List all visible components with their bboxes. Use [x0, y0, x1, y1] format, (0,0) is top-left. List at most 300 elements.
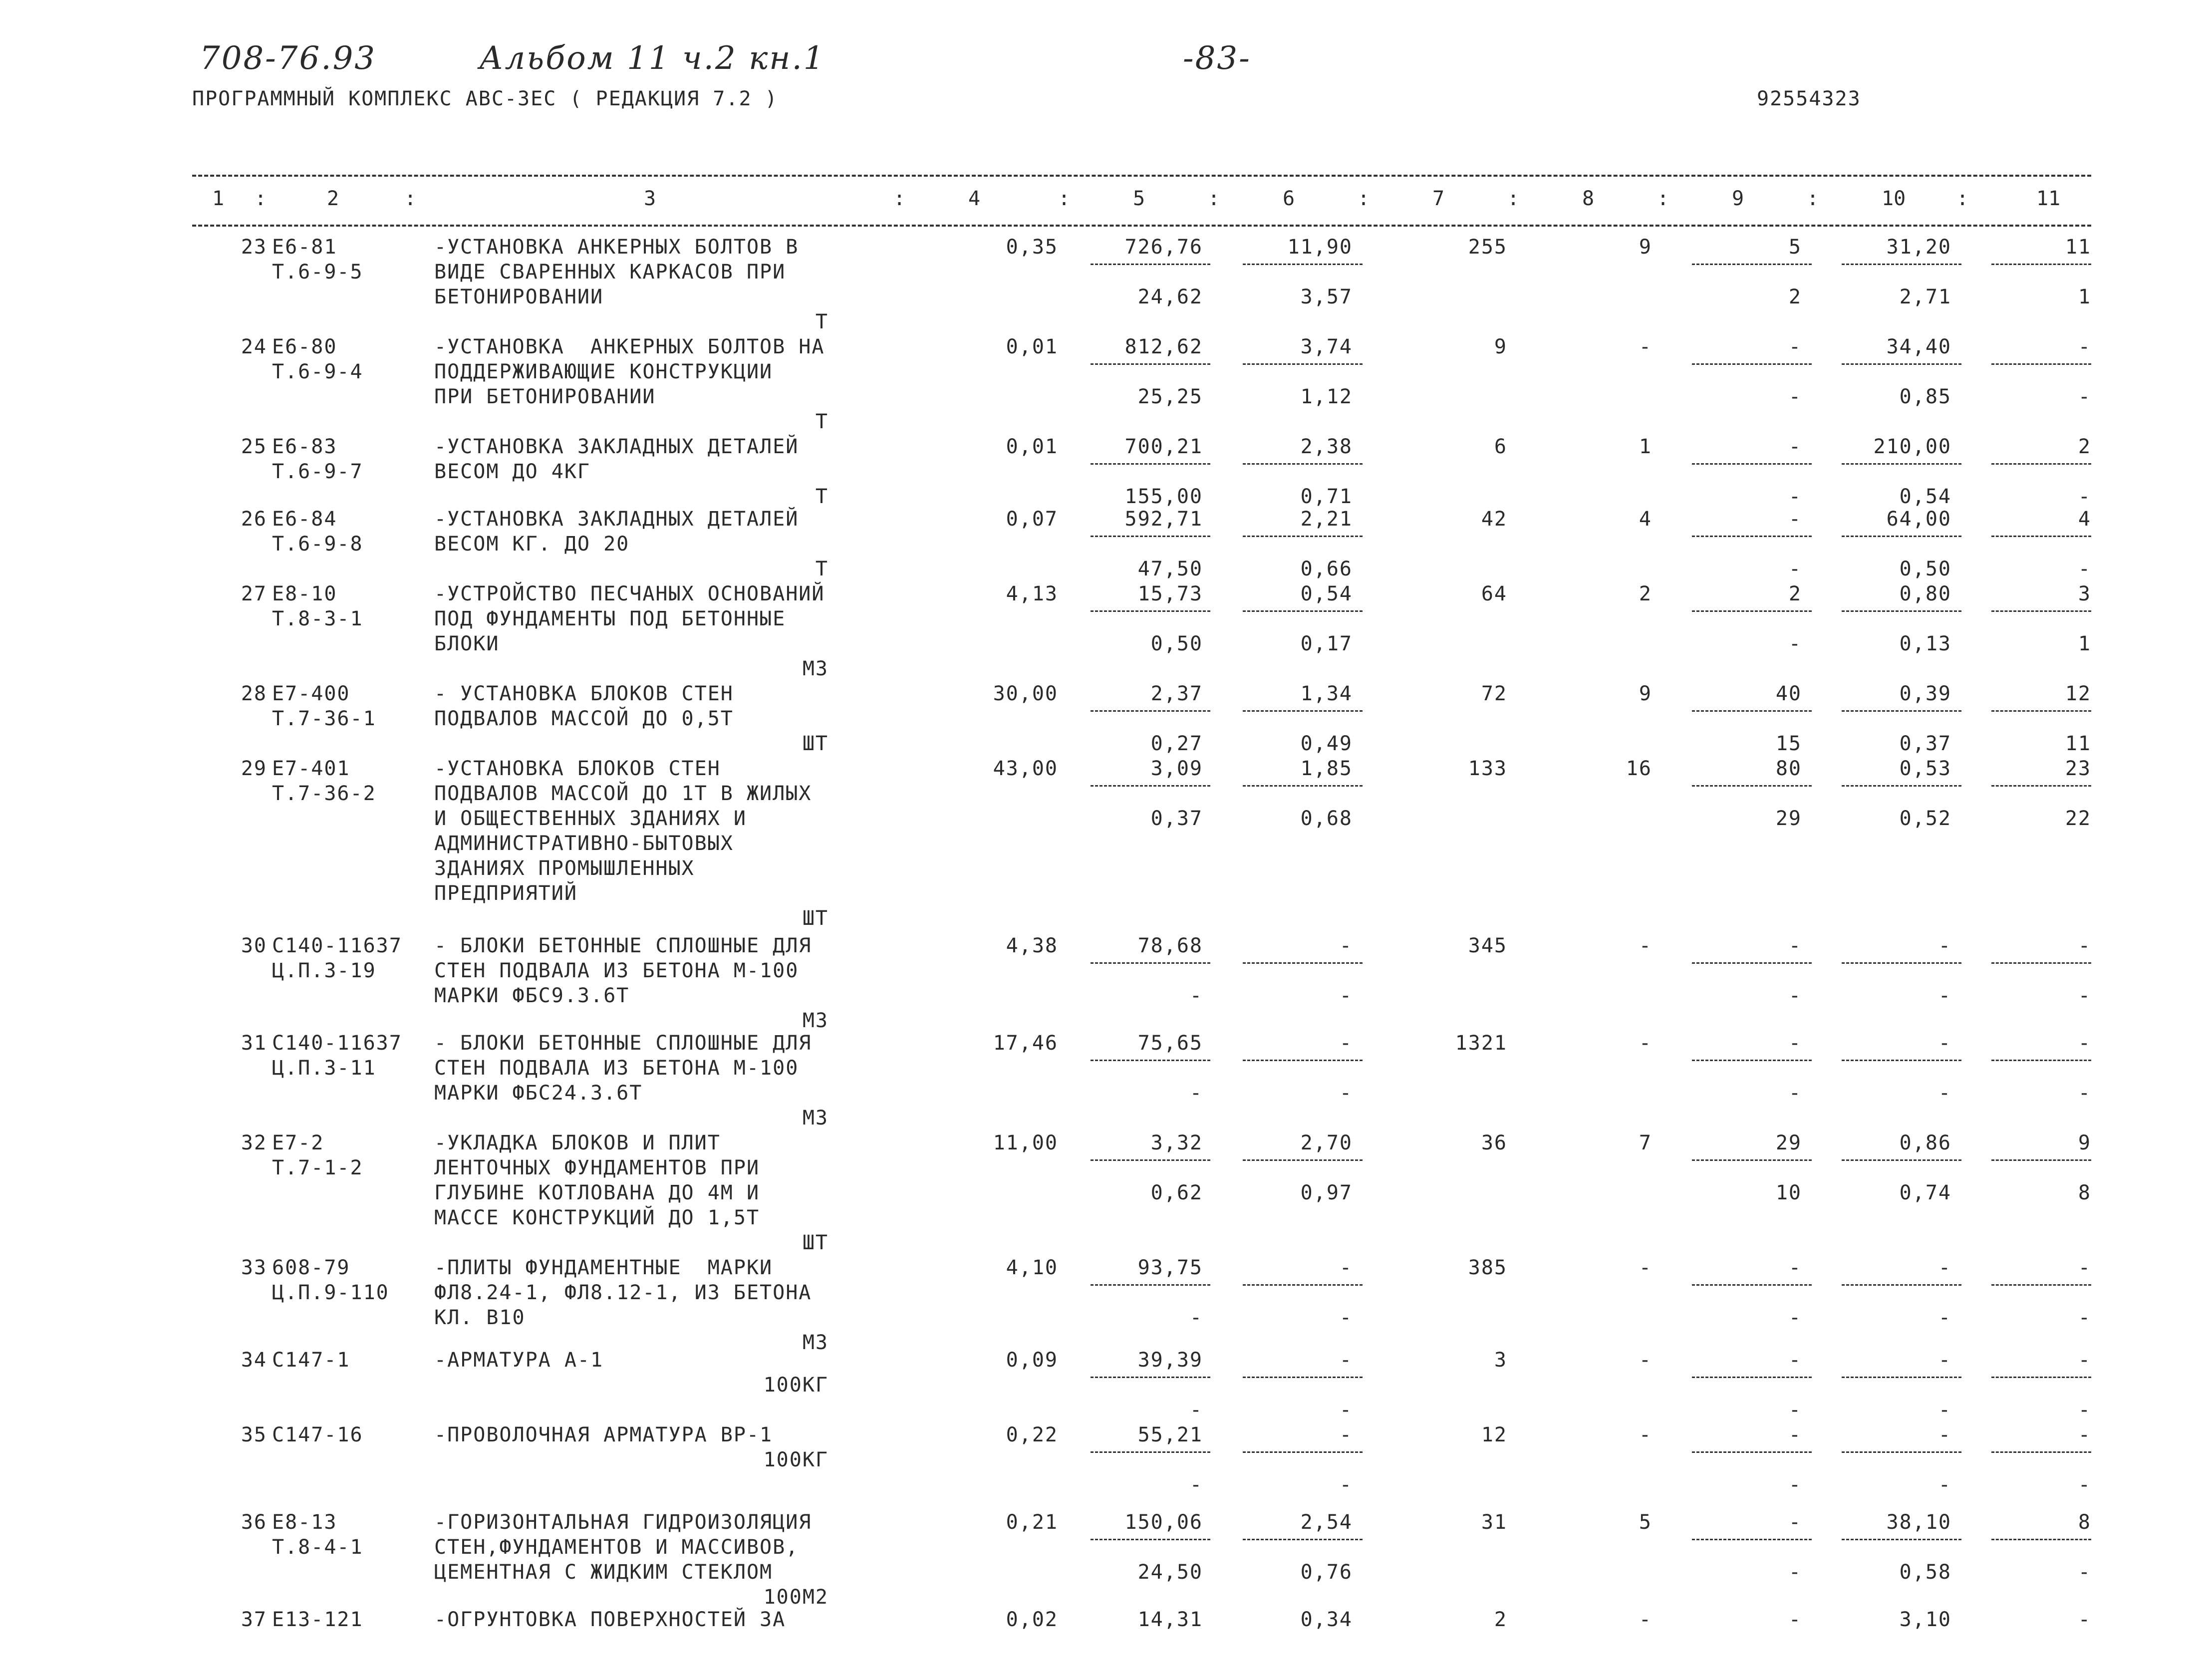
column-header-8: 8 [1582, 187, 1595, 210]
cell-divider [1991, 710, 2091, 712]
col8-value: - [1639, 1349, 1652, 1372]
col5-sub-value: 0,27 [1150, 732, 1203, 755]
row-number: 35 [241, 1423, 267, 1446]
col6-sub-value: 0,97 [1300, 1181, 1353, 1204]
column-header-9: 9 [1732, 187, 1744, 210]
col8-value: 9 [1639, 236, 1652, 259]
row-description: -УСТРОЙСТВО ПЕСЧАНЫХ ОСНОВАНИЙ ПОД ФУНДАМЕНТЫ ПОД БЕТОННЫЕ БЛОКИ [434, 582, 825, 655]
col10-sub-value: - [1938, 1306, 1951, 1329]
col8-value: 7 [1639, 1131, 1652, 1154]
col6-sub-value: - [1339, 1399, 1353, 1421]
cell-divider [1842, 463, 1961, 465]
col11-sub-value: - [2078, 558, 2091, 580]
row-code: С147-1 [272, 1349, 350, 1372]
col5-sub-value: 0,62 [1150, 1181, 1203, 1204]
col9-sub-value: 10 [1775, 1181, 1802, 1204]
row-code: Е8-13 Т.8-4-1 [272, 1511, 363, 1559]
cell-divider [1991, 363, 2091, 365]
row-number: 32 [241, 1131, 267, 1154]
column-header-10: 10 [1882, 187, 1906, 210]
row-quantity: 0,35 [1006, 236, 1058, 259]
col11-value: 23 [2065, 757, 2091, 780]
col5-value: 93,75 [1137, 1256, 1203, 1279]
col11-value: 9 [2078, 1131, 2091, 1154]
col9-value: 29 [1775, 1131, 1802, 1154]
col6-value: 0,34 [1300, 1608, 1353, 1631]
cell-divider [1842, 1451, 1961, 1453]
col6-sub-value: - [1339, 1306, 1353, 1329]
cell-divider [1991, 1060, 2091, 1061]
col10-value: 210,00 [1873, 435, 1951, 458]
row-unit: ШТ [802, 732, 829, 755]
col5-value: 592,71 [1124, 508, 1203, 531]
col7-value: 6 [1494, 435, 1507, 458]
cell-divider [1243, 1060, 1363, 1061]
row-unit: М3 [802, 657, 829, 680]
col9-sub-value: - [1788, 1399, 1802, 1421]
col9-sub-value: - [1788, 632, 1802, 655]
col9-value: - [1788, 1032, 1802, 1055]
col8-value: 16 [1626, 757, 1652, 780]
col6-value: - [1339, 1423, 1353, 1446]
col11-sub-value: - [2078, 485, 2091, 508]
col5-value: 78,68 [1137, 934, 1203, 957]
row-unit: Т [815, 410, 829, 433]
table-header-rule [192, 225, 2091, 227]
col11-value: 2 [2078, 435, 2091, 458]
col11-value: - [2078, 1032, 2091, 1055]
col11-value: 11 [2065, 236, 2091, 259]
col7-value: 133 [1468, 757, 1507, 780]
row-description: - БЛОКИ БЕТОННЫЕ СПЛОШНЫЕ ДЛЯ СТЕН ПОДВАЛА ИЗ БЕТОНА М-100 МАРКИ ФБС9.3.6Т [434, 934, 812, 1007]
col11-value: 8 [2078, 1511, 2091, 1534]
row-number: 29 [241, 757, 267, 780]
col10-sub-value: 0,58 [1899, 1561, 1951, 1584]
cell-divider [1091, 710, 1210, 712]
cell-divider [1692, 710, 1812, 712]
col10-value: - [1938, 1032, 1951, 1055]
cell-divider [1991, 264, 2091, 265]
col9-value: - [1788, 1423, 1802, 1446]
row-number: 23 [241, 236, 267, 259]
col8-value: 5 [1639, 1511, 1652, 1534]
col5-value: 3,09 [1150, 757, 1203, 780]
col9-sub-value: - [1788, 1082, 1802, 1105]
col5-sub-value: - [1189, 1306, 1203, 1329]
col6-value: - [1339, 1256, 1353, 1279]
col10-sub-value: 0,50 [1899, 558, 1951, 580]
row-code: Е13-121 [272, 1608, 363, 1631]
cell-divider [1091, 785, 1210, 787]
col11-sub-value: 8 [2078, 1181, 2091, 1204]
cell-divider [1692, 1159, 1812, 1161]
col8-value: 1 [1639, 435, 1652, 458]
col9-sub-value: 15 [1775, 732, 1802, 755]
col10-value: 38,10 [1886, 1511, 1951, 1534]
row-quantity: 4,13 [1006, 582, 1058, 605]
column-header-2: 2 [327, 187, 339, 210]
cell-divider [1243, 710, 1363, 712]
row-code: Е7-401 Т.7-36-2 [272, 757, 376, 805]
column-separator: : [1058, 187, 1071, 210]
cell-divider [1243, 1451, 1363, 1453]
row-quantity: 4,10 [1006, 1256, 1058, 1279]
col11-value: - [2078, 335, 2091, 358]
cell-divider [1243, 264, 1363, 265]
handwritten-page-number: -83- [1183, 40, 1251, 77]
cell-divider [1091, 1284, 1210, 1286]
col7-value: 9 [1494, 335, 1507, 358]
cell-divider [1091, 610, 1210, 612]
cell-divider [1991, 1284, 2091, 1286]
row-number: 30 [241, 934, 267, 957]
col11-value: - [2078, 1349, 2091, 1372]
row-number: 24 [241, 335, 267, 358]
column-separator: : [1657, 187, 1669, 210]
col8-value: - [1639, 1423, 1652, 1446]
col11-sub-value: 1 [2078, 285, 2091, 308]
col5-value: 2,37 [1150, 682, 1203, 705]
col6-sub-value: 0,71 [1300, 485, 1353, 508]
row-code: Е6-83 Т.6-9-7 [272, 435, 363, 483]
cell-divider [1091, 536, 1210, 537]
col6-sub-value: 3,57 [1300, 285, 1353, 308]
row-quantity: 43,00 [993, 757, 1058, 780]
table-top-rule [192, 175, 2091, 177]
col5-value: 150,06 [1124, 1511, 1203, 1534]
cell-divider [1091, 1377, 1210, 1378]
column-header-11: 11 [2036, 187, 2061, 210]
col9-sub-value: - [1788, 984, 1802, 1007]
col10-sub-value: 0,52 [1899, 807, 1951, 830]
cell-divider [1842, 264, 1961, 265]
col6-sub-value: 0,66 [1300, 558, 1353, 580]
col5-value: 700,21 [1124, 435, 1203, 458]
col7-value: 42 [1481, 508, 1507, 531]
cell-divider [1091, 463, 1210, 465]
col8-value: - [1639, 1608, 1652, 1631]
row-unit: 100КГ [763, 1374, 829, 1397]
row-unit: М3 [802, 1009, 829, 1032]
row-unit: 100М2 [763, 1586, 829, 1609]
row-number: 34 [241, 1349, 267, 1372]
cell-divider [1692, 1539, 1812, 1540]
cell-divider [1692, 785, 1812, 787]
col9-sub-value: - [1788, 1473, 1802, 1496]
col5-sub-value: 0,37 [1150, 807, 1203, 830]
col6-sub-value: 0,68 [1300, 807, 1353, 830]
row-description: -УКЛАДКА БЛОКОВ И ПЛИТ ЛЕНТОЧНЫХ ФУНДАМЕНТОВ ПРИ ГЛУБИНЕ КОТЛОВАНА ДО 4М И МАССЕ КОНСТРУКЦИЙ ДО 1,5Т [434, 1131, 760, 1229]
col6-value: 2,21 [1300, 508, 1353, 531]
cell-divider [1243, 1284, 1363, 1286]
column-separator: : [1956, 187, 1969, 210]
col6-sub-value: - [1339, 1473, 1353, 1496]
cell-divider [1991, 1377, 2091, 1378]
col5-value: 39,39 [1137, 1349, 1203, 1372]
row-number: 33 [241, 1256, 267, 1279]
cell-divider [1091, 1451, 1210, 1453]
col9-value: 5 [1788, 236, 1802, 259]
col7-value: 1321 [1455, 1032, 1507, 1055]
col9-value: - [1788, 1511, 1802, 1534]
col5-value: 15,73 [1137, 582, 1203, 605]
col10-value: 0,39 [1899, 682, 1951, 705]
col5-value: 14,31 [1137, 1608, 1203, 1631]
col7-value: 345 [1468, 934, 1507, 957]
col6-value: 2,70 [1300, 1131, 1353, 1154]
column-separator: : [404, 187, 417, 210]
row-quantity: 0,02 [1006, 1608, 1058, 1631]
col9-value: - [1788, 1349, 1802, 1372]
row-code: С140-11637 Ц.П.3-11 [272, 1032, 402, 1080]
col9-value: 40 [1775, 682, 1802, 705]
document-number: 92554323 [1757, 87, 1861, 110]
column-header-4: 4 [968, 187, 981, 210]
col11-sub-value: - [2078, 1306, 2091, 1329]
cell-divider [1091, 264, 1210, 265]
col10-value: - [1938, 1423, 1951, 1446]
col5-value: 812,62 [1124, 335, 1203, 358]
cell-divider [1692, 962, 1812, 964]
col6-value: 3,74 [1300, 335, 1353, 358]
col6-sub-value: - [1339, 1082, 1353, 1105]
row-quantity: 0,01 [1006, 435, 1058, 458]
col10-sub-value: 0,74 [1899, 1181, 1951, 1204]
col11-sub-value: - [2078, 984, 2091, 1007]
column-separator: : [893, 187, 906, 210]
col10-sub-value: 2,71 [1899, 285, 1951, 308]
col6-value: 0,54 [1300, 582, 1353, 605]
col8-value: - [1639, 934, 1652, 957]
col9-sub-value: 2 [1788, 285, 1802, 308]
col9-sub-value: - [1788, 1306, 1802, 1329]
col11-value: - [2078, 934, 2091, 957]
row-unit: М3 [802, 1331, 829, 1354]
cell-divider [1842, 536, 1961, 537]
row-number: 28 [241, 682, 267, 705]
col7-value: 255 [1468, 236, 1507, 259]
row-description: -УСТАНОВКА АНКЕРНЫХ БОЛТОВ НА ПОДДЕРЖИВАЮЩИЕ КОНСТРУКЦИИ ПРИ БЕТОНИРОВАНИИ [434, 335, 825, 408]
col7-value: 2 [1494, 1608, 1507, 1631]
col11-sub-value: - [2078, 1399, 2091, 1421]
col7-value: 3 [1494, 1349, 1507, 1372]
cell-divider [1692, 610, 1812, 612]
col6-value: - [1339, 934, 1353, 957]
row-quantity: 30,00 [993, 682, 1058, 705]
row-code: Е8-10 Т.8-3-1 [272, 582, 363, 630]
col9-value: - [1788, 435, 1802, 458]
row-quantity: 0,09 [1006, 1349, 1058, 1372]
column-separator: : [255, 187, 267, 210]
col10-sub-value: - [1938, 1399, 1951, 1421]
row-code: Е7-2 Т.7-1-2 [272, 1131, 363, 1179]
cell-divider [1991, 463, 2091, 465]
cell-divider [1842, 785, 1961, 787]
col7-value: 31 [1481, 1511, 1507, 1534]
row-description: -ОГРУНТОВКА ПОВЕРХНОСТЕЙ ЗА [434, 1608, 786, 1631]
col5-value: 75,65 [1137, 1032, 1203, 1055]
cell-divider [1991, 1539, 2091, 1540]
row-quantity: 4,38 [1006, 934, 1058, 957]
col7-value: 64 [1481, 582, 1507, 605]
col9-value: 80 [1775, 757, 1802, 780]
row-number: 31 [241, 1032, 267, 1055]
col6-value: 2,38 [1300, 435, 1353, 458]
row-description: - УСТАНОВКА БЛОКОВ СТЕН ПОДВАЛОВ МАССОЙ ДО 0,5Т [434, 682, 734, 730]
col10-sub-value: 0,37 [1899, 732, 1951, 755]
cell-divider [1842, 1060, 1961, 1061]
col6-sub-value: - [1339, 984, 1353, 1007]
cell-divider [1842, 610, 1961, 612]
cell-divider [1692, 536, 1812, 537]
col6-value: 1,34 [1300, 682, 1353, 705]
col8-value: 4 [1639, 508, 1652, 531]
col6-sub-value: 1,12 [1300, 385, 1353, 408]
row-unit: ШТ [802, 907, 829, 930]
row-number: 37 [241, 1608, 267, 1631]
column-header-5: 5 [1133, 187, 1145, 210]
col6-value: 11,90 [1287, 236, 1353, 259]
col9-sub-value: - [1788, 385, 1802, 408]
row-code: С147-16 [272, 1423, 363, 1446]
row-unit: Т [815, 485, 829, 508]
row-description: -УСТАНОВКА ЗАКЛАДНЫХ ДЕТАЛЕЙ ВЕСОМ ДО 4КГ [434, 435, 799, 483]
col10-value: 64,00 [1886, 508, 1951, 531]
col10-sub-value: - [1938, 1082, 1951, 1105]
col9-sub-value: - [1788, 485, 1802, 508]
cell-divider [1091, 1159, 1210, 1161]
col11-value: 12 [2065, 682, 2091, 705]
col6-value: - [1339, 1032, 1353, 1055]
cell-divider [1243, 610, 1363, 612]
row-code: С140-11637 Ц.П.3-19 [272, 934, 402, 982]
cell-divider [1991, 962, 2091, 964]
cell-divider [1243, 463, 1363, 465]
cell-divider [1091, 363, 1210, 365]
col11-sub-value: - [2078, 1082, 2091, 1105]
col5-value: 726,76 [1124, 236, 1203, 259]
program-line: ПРОГРАММНЫЙ КОМПЛЕКС АВС-ЗЕС ( РЕДАКЦИЯ 7.2 ) [192, 87, 778, 110]
cell-divider [1842, 710, 1961, 712]
col5-sub-value: 25,25 [1137, 385, 1203, 408]
col10-value: 3,10 [1899, 1608, 1951, 1631]
row-description: -УСТАНОВКА АНКЕРНЫХ БОЛТОВ В ВИДЕ СВАРЕННЫХ КАРКАСОВ ПРИ БЕТОНИРОВАНИИ [434, 236, 799, 308]
col9-value: - [1788, 1608, 1802, 1631]
col5-value: 55,21 [1137, 1423, 1203, 1446]
row-description: -ПЛИТЫ ФУНДАМЕНТНЫЕ МАРКИ ФЛ8.24-1, ФЛ8.12-1, ИЗ БЕТОНА КЛ. В10 [434, 1256, 812, 1329]
col11-sub-value: - [2078, 1561, 2091, 1584]
column-header-6: 6 [1283, 187, 1295, 210]
col9-value: - [1788, 335, 1802, 358]
col9-value: - [1788, 508, 1802, 531]
cell-divider [1692, 264, 1812, 265]
row-description: -УСТАНОВКА ЗАКЛАДНЫХ ДЕТАЛЕЙ ВЕСОМ КГ. ДО 20 [434, 508, 799, 556]
column-header-3: 3 [644, 187, 656, 210]
column-header-7: 7 [1432, 187, 1445, 210]
col11-value: - [2078, 1608, 2091, 1631]
col10-value: - [1938, 934, 1951, 957]
cell-divider [1243, 962, 1363, 964]
col5-sub-value: - [1189, 1473, 1203, 1496]
cell-divider [1243, 1539, 1363, 1540]
col10-value: 0,53 [1899, 757, 1951, 780]
col9-sub-value: - [1788, 1561, 1802, 1584]
row-code: Е6-84 Т.6-9-8 [272, 508, 363, 556]
row-unit: Т [815, 310, 829, 333]
col6-sub-value: 0,76 [1300, 1561, 1353, 1584]
col9-value: - [1788, 1256, 1802, 1279]
col7-value: 12 [1481, 1423, 1507, 1446]
column-separator: : [1208, 187, 1220, 210]
col7-value: 72 [1481, 682, 1507, 705]
cell-divider [1842, 962, 1961, 964]
col9-value: 2 [1788, 582, 1802, 605]
col8-value: - [1639, 1256, 1652, 1279]
cell-divider [1991, 785, 2091, 787]
col6-sub-value: 0,17 [1300, 632, 1353, 655]
row-quantity: 0,22 [1006, 1423, 1058, 1446]
col11-value: - [2078, 1256, 2091, 1279]
row-quantity: 11,00 [993, 1131, 1058, 1154]
col5-sub-value: - [1189, 984, 1203, 1007]
col6-value: 1,85 [1300, 757, 1353, 780]
col11-sub-value: 11 [2065, 732, 2091, 755]
row-unit: М3 [802, 1107, 829, 1129]
col5-sub-value: 47,50 [1137, 558, 1203, 580]
col11-value: 3 [2078, 582, 2091, 605]
col9-value: - [1788, 934, 1802, 957]
row-number: 26 [241, 508, 267, 531]
cell-divider [1991, 536, 2091, 537]
col9-sub-value: 29 [1775, 807, 1802, 830]
col10-sub-value: 0,13 [1899, 632, 1951, 655]
col10-value: 34,40 [1886, 335, 1951, 358]
cell-divider [1091, 1060, 1210, 1061]
cell-divider [1243, 363, 1363, 365]
column-separator: : [1358, 187, 1370, 210]
column-separator: : [1807, 187, 1819, 210]
row-unit: Т [815, 558, 829, 580]
cell-divider [1842, 1539, 1961, 1540]
col5-sub-value: - [1189, 1399, 1203, 1421]
row-description: -АРМАТУРА А-1 [434, 1349, 604, 1372]
row-quantity: 0,01 [1006, 335, 1058, 358]
col10-sub-value: - [1938, 1473, 1951, 1496]
cell-divider [1842, 1159, 1961, 1161]
col10-sub-value: - [1938, 984, 1951, 1007]
cell-divider [1692, 1451, 1812, 1453]
col5-sub-value: 24,50 [1137, 1561, 1203, 1584]
cell-divider [1991, 1159, 2091, 1161]
cell-divider [1842, 363, 1961, 365]
col10-sub-value: 0,54 [1899, 485, 1951, 508]
cell-divider [1243, 536, 1363, 537]
col10-value: - [1938, 1349, 1951, 1372]
handwritten-album: Альбом 11 ч.2 кн.1 [479, 40, 826, 77]
row-quantity: 0,21 [1006, 1511, 1058, 1534]
cell-divider [1243, 1377, 1363, 1378]
cell-divider [1692, 1284, 1812, 1286]
col10-value: 0,80 [1899, 582, 1951, 605]
row-code: Е6-81 Т.6-9-5 [272, 236, 363, 283]
row-description: - БЛОКИ БЕТОННЫЕ СПЛОШНЫЕ ДЛЯ СТЕН ПОДВАЛА ИЗ БЕТОНА М-100 МАРКИ ФБС24.3.6Т [434, 1032, 812, 1105]
col11-value: 4 [2078, 508, 2091, 531]
col5-sub-value: - [1189, 1082, 1203, 1105]
col6-sub-value: 0,49 [1300, 732, 1353, 755]
col10-value: - [1938, 1256, 1951, 1279]
row-code: Е6-80 Т.6-9-4 [272, 335, 363, 383]
handwritten-code: 708-76.93 [200, 40, 376, 77]
